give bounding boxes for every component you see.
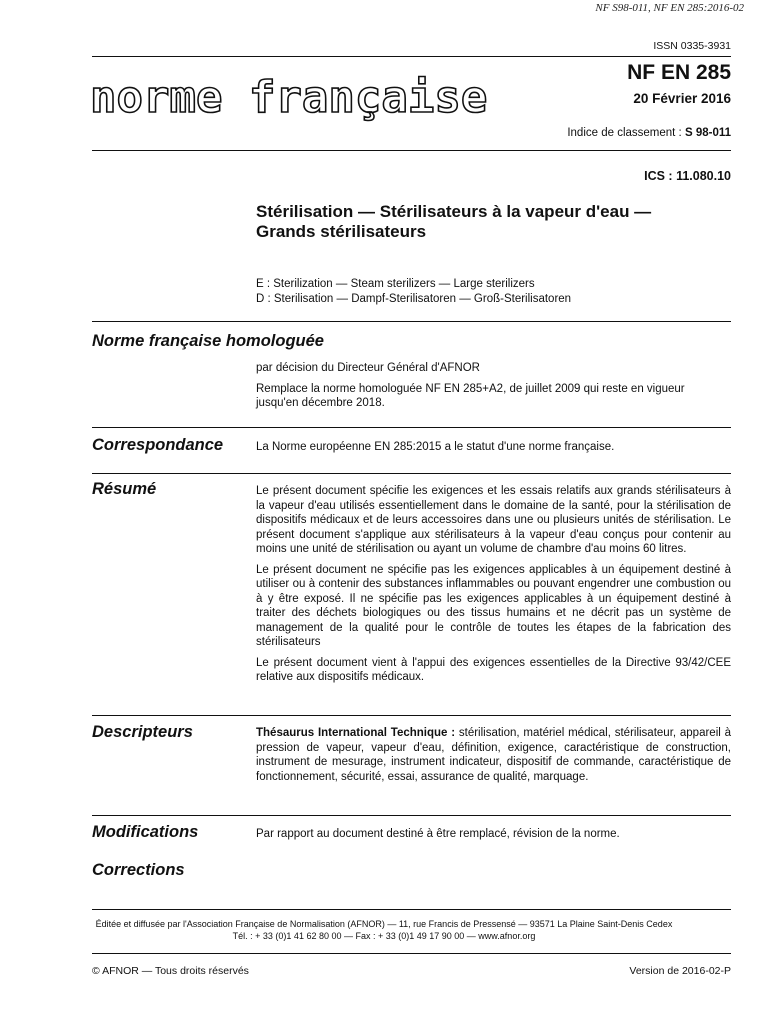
issn: ISSN 0335-3931 [653, 40, 731, 52]
homologation-heading: Norme française homologuée [92, 332, 324, 350]
publisher-info [0, 918, 768, 942]
descripteurs-keywords: stérilisation, matériel médical, stérilisateur, appareil à pression de vapeur, vapeur d'eau, définition, exigence, caractéristique de construction, instrument de mesurage, instrument indicateur, dispositif de commande, caractéristique de fonctionnement, sécurité, essai, assurance de qualité, marquage. [256, 727, 732, 783]
english-title: E : Sterilization — Steam sterilizers — Large sterilizers [256, 278, 535, 290]
document-title [256, 202, 736, 242]
classification-index [567, 127, 731, 139]
descripteurs-heading: Descripteurs [92, 723, 193, 741]
section-rule [92, 715, 731, 716]
classification-label: Indice de classement : [567, 127, 682, 139]
publisher-contact: Tél. : + 33 (0)1 41 62 80 00 — Fax : + 33 (0)1 49 17 90 00 — www.afnor.org [232, 931, 536, 941]
section-rule [92, 427, 731, 428]
homologation-decision: par décision du Directeur Général d'AFNOR [256, 362, 480, 374]
correspondance-text: La Norme européenne EN 285:2015 a le statut d'une norme française. [256, 441, 615, 453]
replaces-line-1: Remplace la norme homologuée NF EN 285+A2, de juillet 2009 qui reste en vigueur [256, 382, 685, 395]
resume-paragraph-3: Le présent document vient à l'appui des exigences essentielles de la Directive 93/42/CEE relative aux dispositifs médicaux. [256, 656, 731, 683]
version-label: Version de 2016-02-P [629, 965, 731, 977]
resume-paragraph-1: Le présent document spécifie les exigences et les essais relatifs aux grands stérilisateurs à la vapeur d'eau utilisés essentiellement dans le domaine de la santé, pour la stérilisation de dispositifs médicaux et de leurs accessoires dans une ou plusieurs unités de stérilisation. Le présent document s'applique aux stérilisateurs à la vapeur d'eau conçus pour contenir au moins une unité de stérilisation ou ayant un volume de chambre d'au moins 60 litres. [256, 485, 731, 555]
descripteurs-text [256, 726, 731, 784]
brand-title: norme française [90, 72, 488, 123]
modifications-text: Par rapport au document destiné à être remplacé, révision de la norme. [256, 828, 620, 840]
thesaurus-label: Thésaurus International Technique : [256, 727, 456, 739]
correspondance-body [256, 440, 731, 455]
modifications-heading: Modifications [92, 823, 199, 841]
title-line-1: Stérilisation — Stérilisateurs à la vapeur d'eau — [256, 202, 652, 221]
section-rule [92, 815, 731, 816]
title-line-2: Grands stérilisateurs [256, 222, 427, 241]
standard-date: 20 Février 2016 [633, 91, 731, 106]
standard-number: NF EN 285 [627, 61, 731, 84]
replaces-line-2: jusqu'en décembre 2018. [256, 397, 385, 409]
section-rule [92, 321, 731, 322]
document-reference: NF S98-011, NF EN 285:2016-02 [595, 2, 744, 14]
corrections-heading: Corrections [92, 861, 185, 879]
title-rule [92, 150, 731, 151]
header-rule [92, 56, 731, 57]
translated-titles [256, 277, 571, 307]
modifications-body [256, 827, 731, 842]
publisher-address: Éditée et diffusée par l'Association Française de Normalisation (AFNOR) — 11, rue Francis de Pressensé — 93571 La Plaine Saint-Denis Cedex [95, 919, 673, 929]
copyright: © AFNOR — Tous droits réservés [92, 965, 249, 977]
descripteurs-body [256, 726, 731, 784]
resume-heading: Résumé [92, 480, 157, 498]
german-title: D : Sterilisation — Dampf-Sterilisatoren — Groß-Sterilisatoren [256, 293, 572, 305]
footer-rule [92, 953, 731, 954]
section-rule [92, 473, 731, 474]
ics-code: ICS : 11.080.10 [644, 169, 731, 183]
resume-body [256, 484, 731, 685]
classification-value: S 98-011 [684, 127, 731, 139]
resume-paragraph-2: Le présent document ne spécifie pas les exigences applicables à un équipement destiné à utiliser ou à contenir des substances inflammables ou pouvant engendrer une combustion ou à y être exposé. Il ne spécifie pas les exigences applicables à un équipement destiné à traiter des déchets biologiques ou des tissus humains et ne décrit pas un système de management de la qualité pour le contrôle de toutes les étapes de la fabrication des stérilisateurs [256, 563, 731, 648]
homologation-body [256, 361, 731, 411]
footer-rule [92, 909, 731, 910]
correspondance-heading: Correspondance [92, 436, 224, 454]
